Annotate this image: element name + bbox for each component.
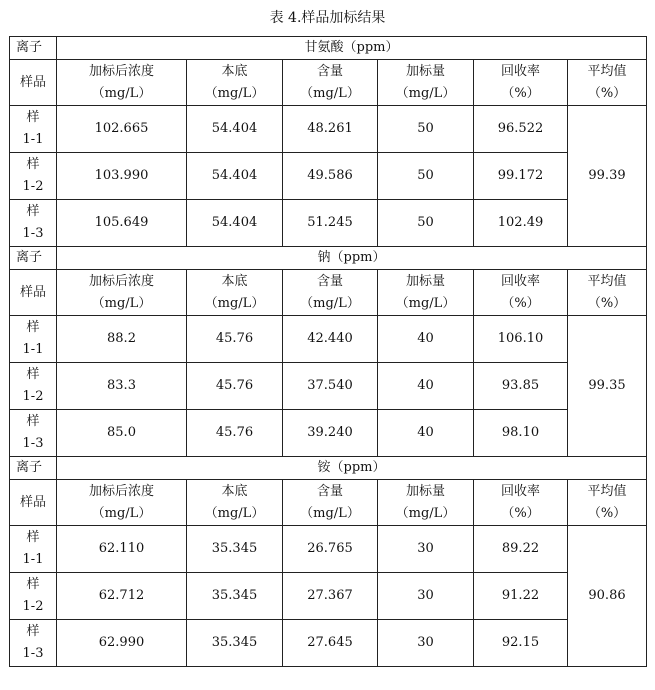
cell-recovery: 91.22 <box>474 573 568 620</box>
cell-line: 样 <box>26 204 40 219</box>
column-header-recovery <box>474 270 568 316</box>
cell-line: 本底 <box>221 63 248 79</box>
cell-spiked: 88.2 <box>57 316 187 363</box>
cell-spiked: 102.665 <box>57 106 187 153</box>
cell-background: 35.345 <box>187 526 283 573</box>
cell-line: （mg/L） <box>395 295 456 311</box>
ion-label: 离子 <box>10 457 57 480</box>
cell-line: 回收率 <box>500 483 540 499</box>
cell-recovery: 102.49 <box>474 200 568 247</box>
cell-line: 回收率 <box>500 63 540 79</box>
cell-line: 本底 <box>221 273 248 289</box>
sample-header: 样品 <box>10 60 57 106</box>
cell-background: 54.404 <box>187 200 283 247</box>
cell-content: 37.540 <box>283 363 378 410</box>
cell-spiked: 62.990 <box>57 620 187 667</box>
sample-id <box>10 573 57 620</box>
cell-spike: 40 <box>378 363 474 410</box>
ion-label: 离子 <box>10 247 57 270</box>
sample-id <box>10 106 57 153</box>
cell-line: 含量 <box>316 63 343 79</box>
cell-line: （mg/L） <box>91 505 152 521</box>
average-value: 99.35 <box>568 316 647 457</box>
cell-line: 加标量 <box>405 483 445 499</box>
column-header-content <box>283 60 378 106</box>
cell-content: 42.440 <box>283 316 378 363</box>
cell-line: 1-3 <box>22 226 44 241</box>
cell-spiked: 85.0 <box>57 410 187 457</box>
cell-line: （%） <box>501 505 540 521</box>
cell-line: 样 <box>26 414 40 429</box>
cell-spike: 50 <box>378 106 474 153</box>
cell-line: 加标量 <box>405 63 445 79</box>
cell-recovery: 99.172 <box>474 153 568 200</box>
cell-line: 1-1 <box>22 552 44 567</box>
header-row <box>10 270 647 316</box>
cell-spiked: 83.3 <box>57 363 187 410</box>
column-header-spike-amount <box>378 270 474 316</box>
cell-background: 35.345 <box>187 573 283 620</box>
cell-line: （%） <box>587 295 627 311</box>
cell-line: （mg/L） <box>91 85 152 101</box>
column-header-background <box>187 270 283 316</box>
ion-label: 离子 <box>10 37 57 60</box>
column-header-spiked-conc <box>57 480 187 526</box>
cell-line: 平均值 <box>587 483 627 499</box>
cell-line: 加标后浓度 <box>88 483 154 499</box>
cell-line: 加标后浓度 <box>88 63 154 79</box>
cell-line: 样 <box>26 157 40 172</box>
cell-background: 45.76 <box>187 316 283 363</box>
cell-line: （mg/L） <box>204 85 265 101</box>
cell-line: 1-2 <box>22 179 44 194</box>
cell-background: 45.76 <box>187 363 283 410</box>
cell-recovery: 96.522 <box>474 106 568 153</box>
column-header-recovery <box>474 60 568 106</box>
table-row <box>10 153 647 200</box>
cell-spiked: 62.110 <box>57 526 187 573</box>
column-header-content <box>283 270 378 316</box>
cell-recovery: 93.85 <box>474 363 568 410</box>
cell-line: 回收率 <box>500 273 540 289</box>
cell-line: （mg/L） <box>300 295 360 311</box>
sample-id <box>10 316 57 363</box>
average-value: 90.86 <box>568 526 647 667</box>
cell-line: （mg/L） <box>300 505 360 521</box>
cell-line: （%） <box>587 85 627 101</box>
cell-line: 1-2 <box>22 599 44 614</box>
cell-line: （%） <box>501 295 540 311</box>
spike-results-table <box>9 36 647 667</box>
table-row <box>10 106 647 153</box>
cell-content: 49.586 <box>283 153 378 200</box>
cell-line: （mg/L） <box>300 85 360 101</box>
cell-line: 1-2 <box>22 389 44 404</box>
header-row <box>10 480 647 526</box>
table-row <box>10 410 647 457</box>
table-row <box>10 316 647 363</box>
column-header-recovery <box>474 480 568 526</box>
cell-line: 平均值 <box>587 273 627 289</box>
cell-line: 样 <box>26 320 40 335</box>
cell-line: 加标后浓度 <box>88 273 154 289</box>
cell-spike: 40 <box>378 410 474 457</box>
table-title: 表 4.样品加标结果 <box>269 10 386 26</box>
cell-line: 本底 <box>221 483 248 499</box>
cell-line: （mg/L） <box>395 85 456 101</box>
column-header-average <box>568 270 647 316</box>
cell-line: 样 <box>26 110 40 125</box>
cell-background: 54.404 <box>187 153 283 200</box>
sample-id <box>10 410 57 457</box>
cell-line: （mg/L） <box>395 505 456 521</box>
ion-name: 钠（ppm） <box>57 247 647 270</box>
ion-row <box>10 457 647 480</box>
cell-spike: 30 <box>378 620 474 667</box>
cell-content: 27.645 <box>283 620 378 667</box>
cell-spike: 30 <box>378 526 474 573</box>
sample-id <box>10 363 57 410</box>
cell-content: 27.367 <box>283 573 378 620</box>
ion-name: 铵（ppm） <box>57 457 647 480</box>
sample-id <box>10 526 57 573</box>
cell-line: 1-1 <box>22 342 44 357</box>
sample-header: 样品 <box>10 480 57 526</box>
column-header-background <box>187 480 283 526</box>
cell-spiked: 105.649 <box>57 200 187 247</box>
cell-line: 样 <box>26 367 40 382</box>
cell-spike: 50 <box>378 200 474 247</box>
column-header-average <box>568 60 647 106</box>
cell-line: 样 <box>26 530 40 545</box>
table-row <box>10 363 647 410</box>
cell-recovery: 106.10 <box>474 316 568 363</box>
sample-id <box>10 620 57 667</box>
cell-line: （mg/L） <box>91 295 152 311</box>
table-row <box>10 526 647 573</box>
column-header-average <box>568 480 647 526</box>
cell-spike: 50 <box>378 153 474 200</box>
cell-background: 35.345 <box>187 620 283 667</box>
cell-line: 样 <box>26 577 40 592</box>
column-header-spike-amount <box>378 480 474 526</box>
column-header-spiked-conc <box>57 270 187 316</box>
cell-line: 样 <box>26 624 40 639</box>
ion-row <box>10 37 647 60</box>
cell-line: 1-3 <box>22 646 44 661</box>
cell-line: 含量 <box>316 273 343 289</box>
cell-line: 1-1 <box>22 132 44 147</box>
cell-content: 51.245 <box>283 200 378 247</box>
column-header-content <box>283 480 378 526</box>
column-header-background <box>187 60 283 106</box>
header-row <box>10 60 647 106</box>
column-header-spiked-conc <box>57 60 187 106</box>
sample-id <box>10 200 57 247</box>
cell-line: （mg/L） <box>204 505 265 521</box>
cell-content: 26.765 <box>283 526 378 573</box>
cell-background: 54.404 <box>187 106 283 153</box>
cell-spike: 30 <box>378 573 474 620</box>
cell-line: （%） <box>501 85 540 101</box>
cell-recovery: 98.10 <box>474 410 568 457</box>
cell-recovery: 89.22 <box>474 526 568 573</box>
table-row <box>10 573 647 620</box>
ion-row <box>10 247 647 270</box>
average-value: 99.39 <box>568 106 647 247</box>
sample-header: 样品 <box>10 270 57 316</box>
ion-name: 甘氨酸（ppm） <box>57 37 647 60</box>
cell-line: （mg/L） <box>204 295 265 311</box>
cell-recovery: 92.15 <box>474 620 568 667</box>
table-row <box>10 200 647 247</box>
cell-line: 平均值 <box>587 63 627 79</box>
cell-background: 45.76 <box>187 410 283 457</box>
sample-id <box>10 153 57 200</box>
cell-line: （%） <box>587 505 627 521</box>
cell-content: 39.240 <box>283 410 378 457</box>
cell-line: 加标量 <box>405 273 445 289</box>
cell-line: 1-3 <box>22 436 44 451</box>
table-row <box>10 620 647 667</box>
cell-line: 含量 <box>316 483 343 499</box>
cell-spiked: 103.990 <box>57 153 187 200</box>
cell-spiked: 62.712 <box>57 573 187 620</box>
column-header-spike-amount <box>378 60 474 106</box>
cell-spike: 40 <box>378 316 474 363</box>
cell-content: 48.261 <box>283 106 378 153</box>
